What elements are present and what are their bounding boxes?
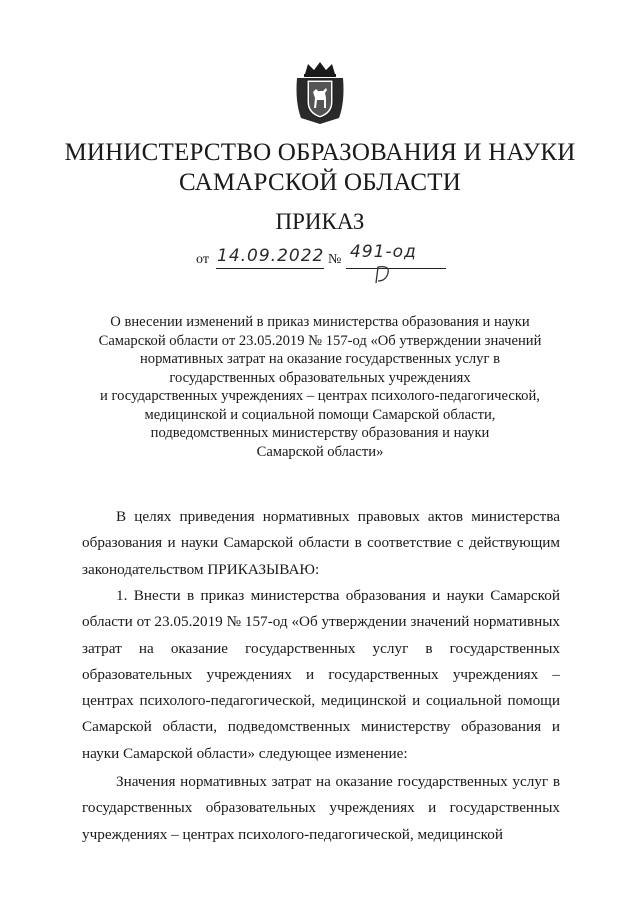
body-paragraph-values — [82, 769, 560, 848]
number-label: № — [328, 252, 342, 267]
subject-line: медицинской и социальной помощи Самарской области, — [144, 406, 496, 423]
document-type-title: ПРИКАЗ — [275, 209, 365, 234]
paragraph-text: Значения нормативных затрат на оказание государственных услуг в государственных образовательных учреждениях и государственных учреждениях – центрах психолого-педагогической, медицинской — [82, 773, 560, 843]
subject-line: О внесении изменений в приказ министерства образования и науки — [110, 314, 530, 330]
subject-line: Самарской области» — [256, 443, 384, 460]
subject-line: государственных образовательных учреждениях — [169, 369, 471, 386]
date-underline — [216, 268, 324, 269]
handwritten-date: 14.09.2022 — [217, 246, 325, 266]
body-paragraph-item-1 — [82, 583, 560, 767]
subject-line: нормативных затрат на оказание государственных услуг в — [140, 351, 500, 367]
order-subject — [80, 313, 560, 461]
number-underline — [346, 268, 446, 269]
order-date-number-line — [196, 238, 446, 274]
ministry-name-line1: МИНИСТЕРСТВО ОБРАЗОВАНИЯ И НАУКИ — [64, 139, 576, 166]
subject-line: подведомственных министерству образования и науки — [150, 425, 490, 441]
from-label: от — [196, 252, 209, 267]
ministry-name-line2: САМАРСКОЙ ОБЛАСТИ — [178, 169, 461, 196]
subject-line: Самарской области от 23.05.2019 № 157-од «Об утверждении значений — [98, 332, 542, 349]
subject-line: и государственных учреждениях – центрах психолого-педагогической, — [100, 388, 540, 404]
paragraph-text: 1. Внести в приказ министерства образования и науки Самарской области от 23.05.2019 № 157-од «Об утверждении значений нормативных затрат на оказание государственных услуг в государственных образовательных учреждениях и государственных учреждениях – центрах психолого-педагогической, медицинской и социальной помощи Самарской области, подведомственных министерству образования и науки Самарской области» следующее изменение: — [82, 587, 560, 762]
samara-coat-of-arms-icon — [295, 62, 345, 124]
paragraph-text: В целях приведения нормативных правовых актов министерства образования и науки Самарской области в соответствие с действующим законодательством ПРИКАЗЫВАЮ: — [82, 508, 560, 578]
body-paragraph-preamble — [82, 504, 560, 583]
handwritten-mark-icon — [372, 263, 394, 287]
handwritten-number: 491-од — [350, 242, 417, 262]
